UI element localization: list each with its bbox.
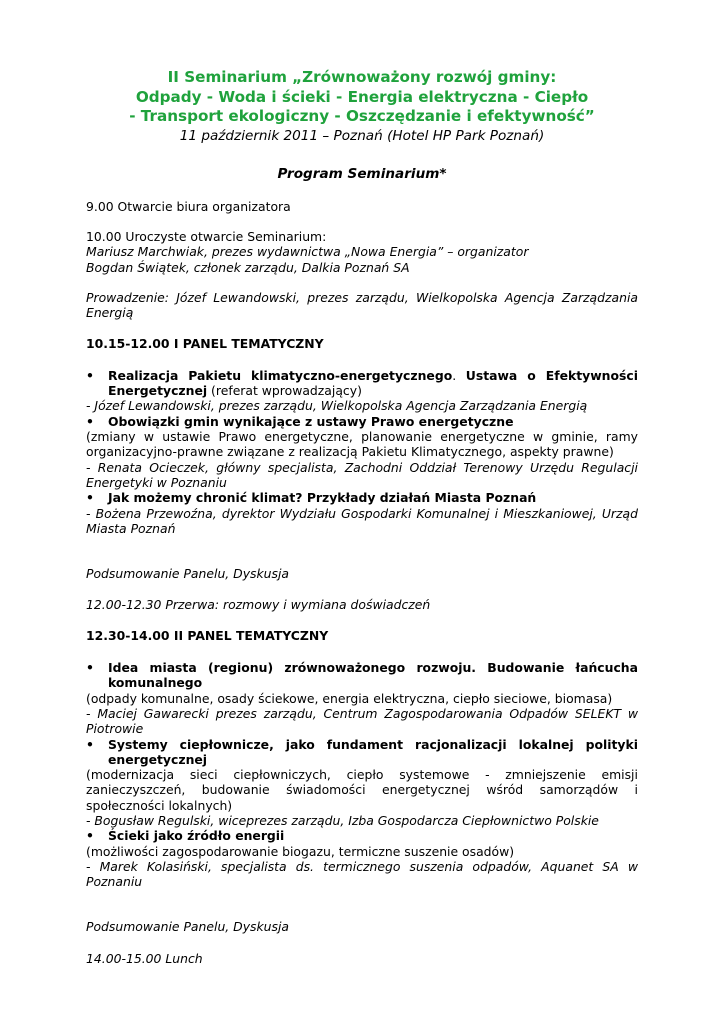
speaker: - Józef Lewandowski, prezes zarządu, Wielkopolska Agencja Zarządzania Energią — [86, 398, 588, 414]
bullet-icon: • — [86, 367, 94, 383]
title-line: Odpady - Woda i ścieki - Energia elektryczna - Ciepło — [135, 87, 589, 106]
list-item: • Idea miasta (regionu) zrównoważonego rozwoju. Budowanie łańcucha komunalnego — [86, 660, 638, 691]
bullet-icon: • — [86, 413, 94, 429]
panel-heading: 10.15-12.00 I PANEL TEMATYCZNY — [86, 335, 324, 351]
program-title: Program Seminarium* — [277, 165, 447, 182]
item-description: (zmiany w ustawie Prawo energetyczne, planowanie energetyczne w gminie, ramy organizacyjno-prawne związane z realizacją Pakietu Klimatycznego, aspekty prawne) — [86, 429, 638, 460]
list-item: • Realizacja Pakietu klimatyczno-energetycznego. Ustawa o Efektywności Energetycznej (referat wprowadzający) — [86, 367, 638, 399]
lunch: 14.00-15.00 Lunch — [86, 950, 203, 966]
speaker: Bogdan Świątek, członek zarządu, Dalkia Poznań SA — [86, 259, 410, 275]
bullet-icon: • — [86, 736, 94, 752]
panel-summary: Podsumowanie Panelu, Dyskusja — [86, 566, 290, 582]
item-description: (możliwości zagospodarowanie biogazu, termiczne suszenie osadów) — [86, 843, 515, 859]
item-description: (odpady komunalne, osady ściekowe, energia elektryczna, ciepło sieciowe, biomasa) — [86, 690, 613, 706]
panel-heading: 12.30-14.00 II PANEL TEMATYCZNY — [86, 627, 329, 643]
bullet-icon: • — [86, 828, 94, 844]
speaker: Mariusz Marchwiak, prezes wydawnictwa „Nowa Energia” – organizator — [86, 244, 529, 260]
document-title — [86, 68, 638, 127]
speaker: - Bożena Przewoźna, dyrektor Wydziału Gospodarki Komunalnej i Mieszkaniowej, Urząd Miasta Poznań — [86, 505, 638, 536]
item-description: zanieczyszczeń, budowanie świadomości energetycznej wśród samorządów i społeczności lokalnych) — [86, 782, 638, 813]
title-line: II Seminarium „Zrównoważony rozwój gminy: — [167, 68, 557, 86]
list-item: • Ścieki jako źródło energii — [86, 828, 285, 844]
panel-summary: Podsumowanie Panelu, Dyskusja — [86, 919, 290, 935]
bullet-icon: • — [86, 490, 94, 506]
list-item: • Systemy ciepłownicze, jako fundament racjonalizacji lokalnej polityki energetycznej — [86, 736, 638, 767]
speaker: - Renata Ocieczek, główny specjalista, Zachodni Oddział Terenowy Urzędu Regulacji Energetyki w Poznaniu — [86, 459, 638, 490]
speaker: - Bogusław Regulski, wiceprezes zarządu, Izba Gospodarcza Ciepłownictwo Polskie — [86, 813, 599, 828]
list-item: • Jak możemy chronić klimat? Przykłady działań Miasta Poznań — [86, 490, 537, 506]
speaker: - Marek Kolasiński, specjalista ds. termicznego suszenia odpadów, Aquanet SA w Poznaniu — [86, 858, 638, 890]
break: 12.00-12.30 Przerwa: rozmowy i wymiana doświadczeń — [86, 597, 431, 613]
list-item: • Obowiązki gmin wynikające z ustawy Prawo energetyczne — [86, 413, 514, 429]
document-page — [86, 68, 638, 966]
opening: 10.00 Uroczyste otwarcie Seminarium: — [86, 229, 327, 245]
date-place: 11 październik 2011 – Poznań (Hotel HP Park Poznań) — [179, 127, 545, 144]
item-description: (modernizacja sieci ciepłowniczych, ciepło systemowe - zmniejszenie emisji — [86, 767, 638, 783]
moderator: Prowadzenie: Józef Lewandowski, prezes zarządu, Wielkopolska Agencja Zarządzania Energią — [86, 289, 638, 321]
bullet-icon: • — [86, 660, 94, 676]
speaker: - Maciej Gawarecki prezes zarządu, Centrum Zagospodarowania Odpadów SELEKT w Piotrowie — [86, 705, 638, 737]
office-open: 9.00 Otwarcie biura organizatora — [86, 198, 291, 214]
title-line: - Transport ekologiczny - Oszczędzanie i efektywność” — [129, 107, 595, 125]
